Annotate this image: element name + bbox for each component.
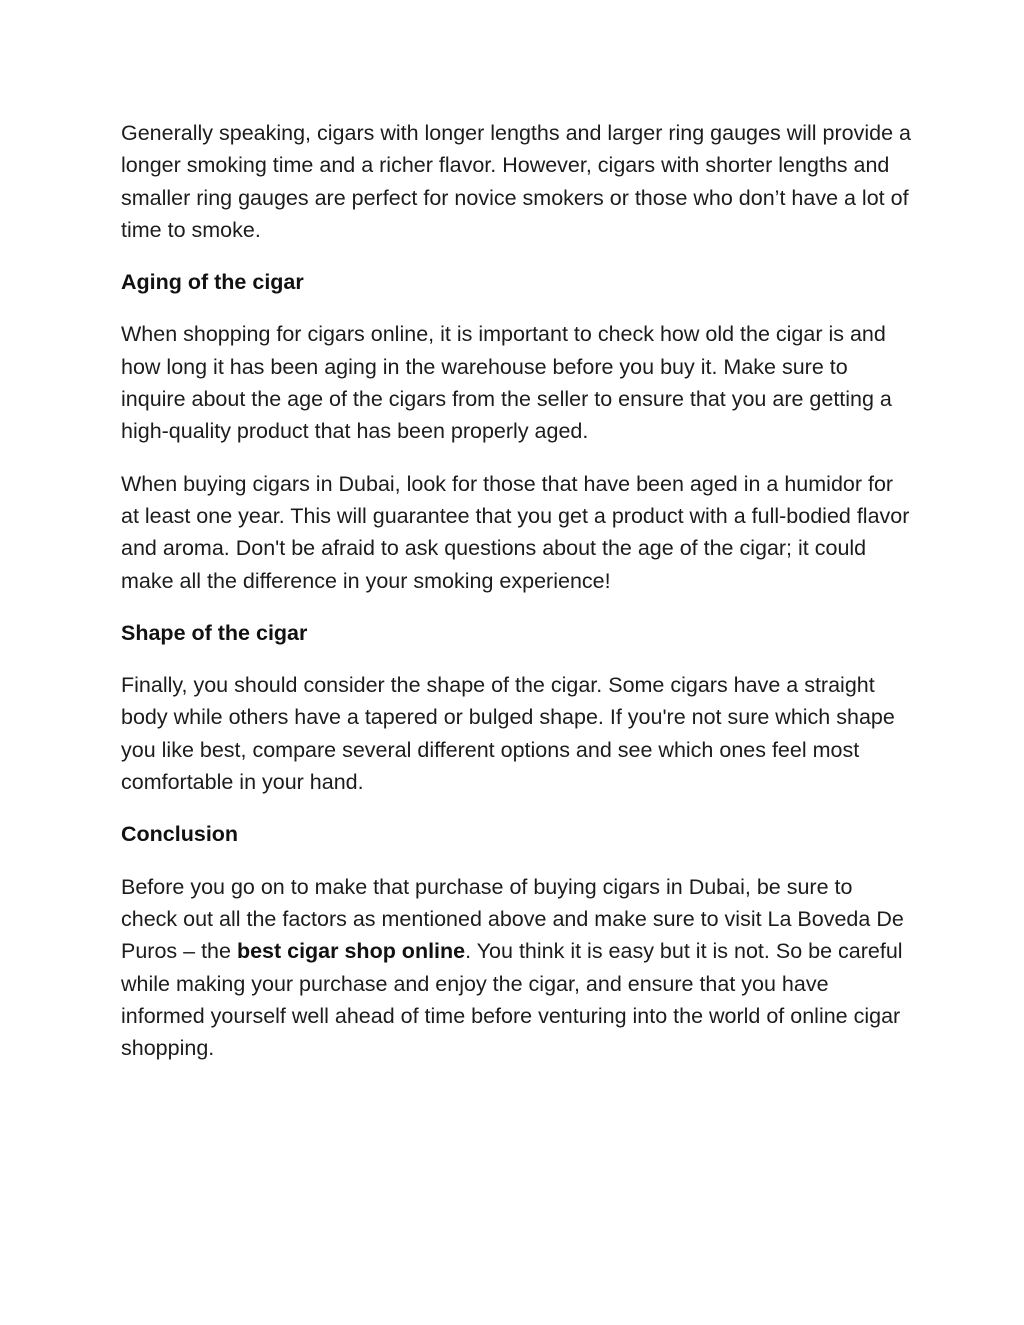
conclusion-text-part1: Before you go on to make that purchase of buying cigars in Dubai, be sure to check out all the factors as mentioned above and make sure to visit La Boveda De Puros – the bbox=[121, 874, 904, 964]
paragraph-intro: Generally speaking, cigars with longer lengths and larger ring gauges will provide a longer smoking time and a richer flavor. However, cigars with shorter lengths and smaller ring gauges are perfect for novice smokers or those who don’t have a lot of time to smoke. bbox=[121, 121, 911, 242]
best-cigar-shop-link[interactable]: best cigar shop online bbox=[236, 939, 466, 964]
document-page bbox=[121, 117, 911, 1084]
heading-shape: Shape of the cigar bbox=[121, 620, 308, 645]
conclusion-text-part2: . You think it is easy but it is not. So be careful while making your purchase and enjoy the cigar, and ensure that you have informed yourself well ahead of time before venturing into the world of online cigar shopping. bbox=[121, 939, 903, 1061]
heading-aging: Aging of the cigar bbox=[121, 270, 304, 295]
paragraph-conclusion bbox=[121, 871, 911, 1065]
paragraph-aging-2: When buying cigars in Dubai, look for those that have been aged in a humidor for at least one year. This will guarantee that you get a product with a full-bodied flavor and aroma. Don't be afraid to ask questions about the age of the cigar; it could make all the difference in your smoking experience! bbox=[121, 471, 910, 593]
heading-conclusion: Conclusion bbox=[121, 822, 239, 847]
paragraph-shape: Finally, you should consider the shape of the cigar. Some cigars have a straight body while others have a tapered or bulged shape. If you're not sure which shape you like best, compare several different options and see which ones feel most comfortable in your hand. bbox=[121, 673, 895, 795]
paragraph-aging-1: When shopping for cigars online, it is important to check how old the cigar is and how long it has been aging in the warehouse before you buy it. Make sure to inquire about the age of the cigars from the seller to ensure that you are getting a high-quality product that has been properly aged. bbox=[121, 322, 892, 444]
